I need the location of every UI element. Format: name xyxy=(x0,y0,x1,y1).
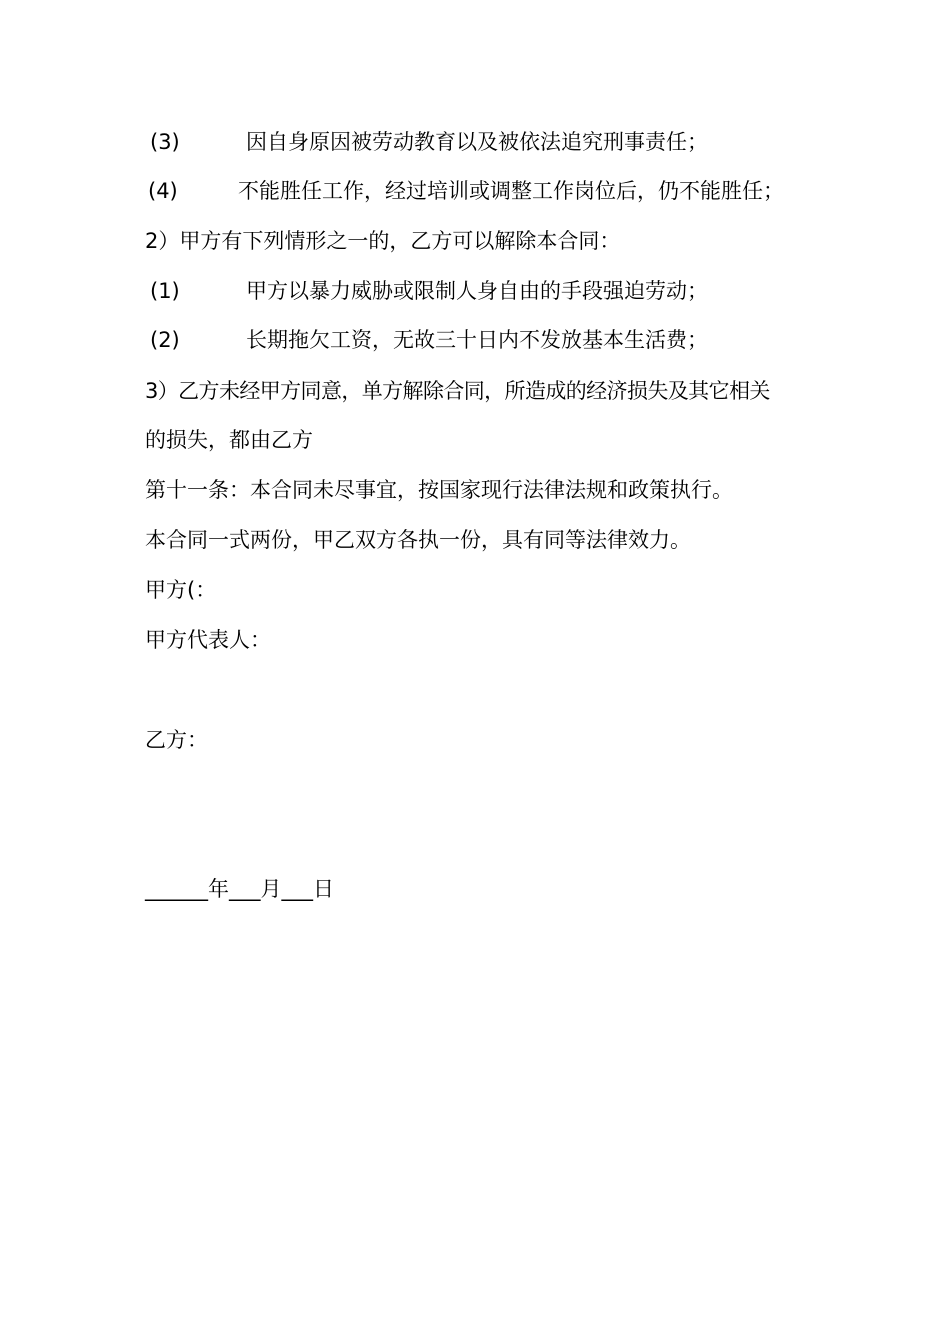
item-text: 因自身原因被劳动教育以及被依法追究刑事责任； xyxy=(246,130,708,154)
date-line: ______年___月___日 xyxy=(145,877,334,901)
article-11: 第十一条：本合同未尽事宜，按国家现行法律法规和政策执行。 xyxy=(145,478,733,502)
item-number: (1) xyxy=(150,279,180,303)
clause-3-line-1: 3）乙方未经甲方同意，单方解除合同，所造成的经济损失及其它相关 xyxy=(145,379,770,403)
party-a-label: 甲方(： xyxy=(145,578,217,602)
item-number: (2) xyxy=(150,328,180,352)
item-text: 长期拖欠工资，无故三十日内不发放基本生活费； xyxy=(246,328,708,352)
item-number: (4) xyxy=(148,179,178,203)
item-number: (3) xyxy=(150,130,180,154)
clause-2-heading: 2）甲方有下列情形之一的，乙方可以解除本合同： xyxy=(145,229,621,253)
party-b-label: 乙方： xyxy=(145,728,208,752)
clause-3-line-2: 的损失，都由乙方 xyxy=(145,428,313,452)
party-a-representative-label: 甲方代表人： xyxy=(145,628,271,652)
copies-statement: 本合同一式两份，甲乙双方各执一份，具有同等法律效力。 xyxy=(145,528,691,552)
item-text: 不能胜任工作，经过培训或调整工作岗位后，仍不能胜任； xyxy=(238,179,784,203)
item-text: 甲方以暴力威胁或限制人身自由的手段强迫劳动； xyxy=(246,279,708,303)
